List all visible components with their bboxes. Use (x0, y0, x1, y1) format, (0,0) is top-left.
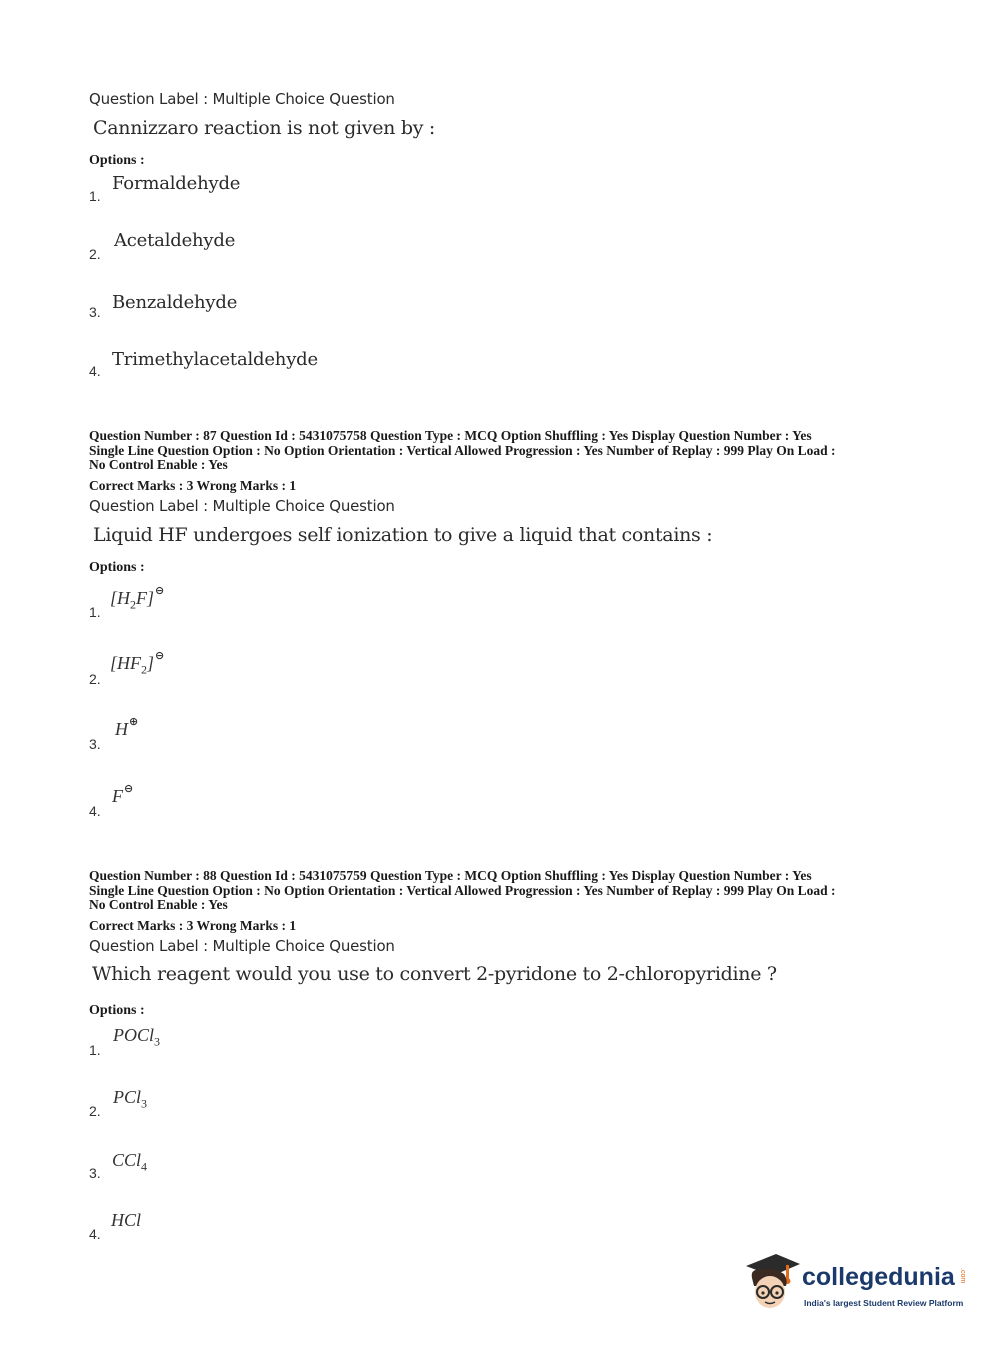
options-heading: Options : (89, 1003, 145, 1018)
option-number: 4. (89, 363, 101, 379)
option-text: Acetaldehyde (114, 230, 236, 251)
option-number: 2. (89, 1103, 101, 1119)
option-number: 3. (89, 304, 101, 320)
option-text: Formaldehyde (112, 173, 241, 194)
option-formula: PCl$_3$ (113, 1087, 148, 1111)
question-meta: Question Number : 87 Question Id : 5431075758 Question Type : MCQ Option Shuffling : Yes Display Question Number : Yes Single Line Question Option : No Option Orientation : Vertical Allowed Progression : Yes Number of Replay : 999 Play On Load : No Control Enable : Yes (89, 428, 836, 472)
marks-info: Correct Marks : 3 Wrong Marks : 1 (89, 478, 297, 493)
option-number: 2. (89, 246, 101, 262)
option-number: 4. (89, 1226, 101, 1242)
option-formula: H⊕ (115, 715, 139, 739)
marks-info: Correct Marks : 3 Wrong Marks : 1 (89, 918, 297, 933)
question-text: Liquid HF undergoes self ionization to give a liquid that contains : (93, 524, 713, 546)
question-label: Question Label : Multiple Choice Question (89, 497, 395, 515)
collegedunia-logo[interactable] (742, 1248, 972, 1318)
option-formula: $[HF_2]^⊖$ (110, 649, 165, 677)
option-formula: $[H_2F]^⊖$ (110, 584, 165, 612)
options-heading: Options : (89, 153, 145, 168)
option-number: 3. (89, 736, 101, 752)
question-label: Question Label : Multiple Choice Question (89, 937, 395, 955)
option-formula: F⊖ (112, 782, 134, 806)
question-text: Which reagent would you use to convert 2-pyridone to 2-chloropyridine ? (92, 963, 777, 985)
option-number: 2. (89, 671, 101, 687)
options-heading: Options : (89, 560, 145, 575)
brand-tagline: India's largest Student Review Platform (804, 1298, 964, 1308)
brand-name: collegedunia (802, 1263, 955, 1291)
option-formula: POCl$_3$ (113, 1025, 161, 1049)
option-number: 1. (89, 188, 101, 204)
question-text: Cannizzaro reaction is not given by : (93, 117, 435, 139)
option-number: 4. (89, 803, 101, 819)
option-number: 3. (89, 1165, 101, 1181)
brand-com: .com (959, 1268, 966, 1284)
option-text: Benzaldehyde (112, 292, 238, 313)
option-text: Trimethylacetaldehyde (112, 349, 318, 370)
option-number: 1. (89, 604, 101, 620)
question-meta: Question Number : 88 Question Id : 5431075759 Question Type : MCQ Option Shuffling : Yes Display Question Number : Yes Single Line Question Option : No Option Orientation : Vertical Allowed Progression : Yes Number of Replay : 999 Play On Load : No Control Enable : Yes (89, 868, 836, 912)
mascot-icon (742, 1250, 802, 1314)
option-formula: CCl$_4$ (112, 1150, 148, 1174)
question-label: Question Label : Multiple Choice Question (89, 90, 395, 108)
option-formula: HCl (111, 1210, 142, 1230)
option-number: 1. (89, 1042, 101, 1058)
